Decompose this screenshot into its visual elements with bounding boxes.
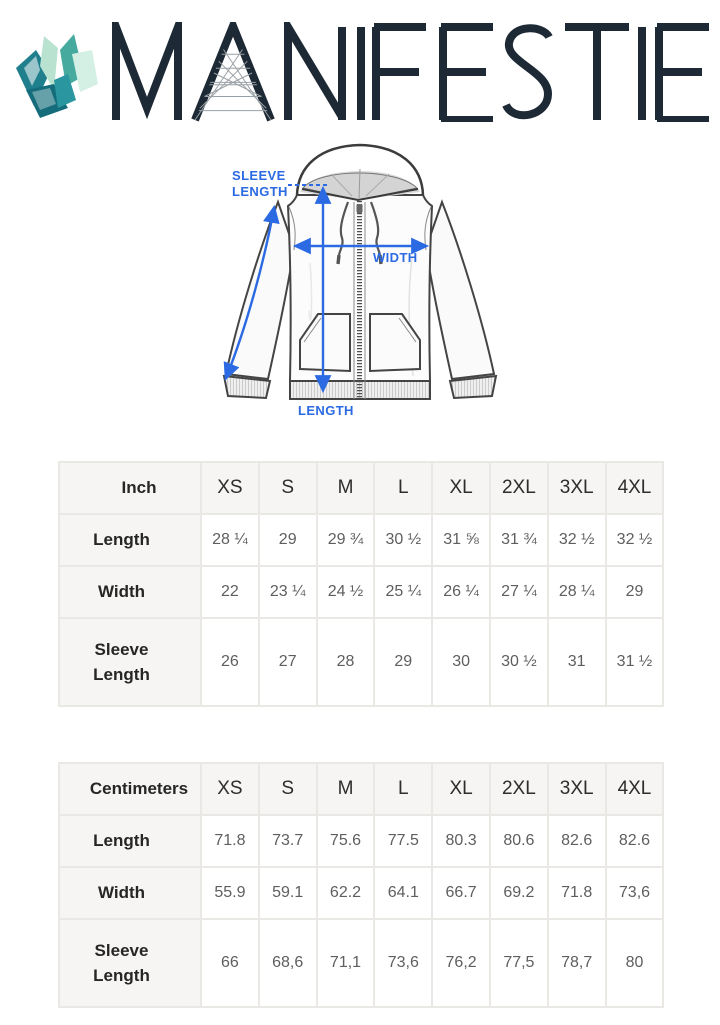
value-cell: 29 ¾ [317,514,375,566]
value-cell: 29 [606,566,664,618]
row-label: Width [59,867,201,919]
value-cell: 78,7 [548,919,606,1007]
value-cell: 66.7 [432,867,490,919]
size-header-cell: XS [201,763,259,815]
value-cell: 77,5 [490,919,548,1007]
size-header-cell: M [317,462,375,514]
value-cell: 30 ½ [490,618,548,706]
left-cuff [224,376,270,398]
unit-header: Inch [59,462,201,514]
size-header-cell: 2XL [490,763,548,815]
table-row [59,867,663,919]
row-label: Sleeve Length [59,919,201,1007]
size-header-cell: 3XL [548,763,606,815]
value-cell: 31 ½ [606,618,664,706]
right-cuff [450,376,496,398]
sleeve-length-label-line1: SLEEVE [232,168,286,183]
size-header-cell: S [259,462,317,514]
value-cell: 28 [317,618,375,706]
size-header-cell: S [259,763,317,815]
value-cell: 64.1 [374,867,432,919]
size-header-cell: 3XL [548,462,606,514]
row-label: Length [59,815,201,867]
value-cell: 23 ¼ [259,566,317,618]
value-cell: 24 ½ [317,566,375,618]
size-header-cell: XL [432,462,490,514]
value-cell: 82.6 [548,815,606,867]
value-cell: 77.5 [374,815,432,867]
value-cell: 69.2 [490,867,548,919]
value-cell: 31 ¾ [490,514,548,566]
zipper-pull [357,204,363,213]
value-cell: 26 ¼ [432,566,490,618]
table-row [59,618,663,706]
value-cell: 62.2 [317,867,375,919]
value-cell: 73.7 [259,815,317,867]
value-cell: 28 ¼ [201,514,259,566]
size-header-cell: M [317,763,375,815]
value-cell: 30 ½ [374,514,432,566]
size-header-cell: XS [201,462,259,514]
row-label: Sleeve Length [59,618,201,706]
value-cell: 29 [259,514,317,566]
value-cell: 76,2 [432,919,490,1007]
value-cell: 28 ¼ [548,566,606,618]
size-header-cell: 4XL [606,763,664,815]
size-header-cell: XL [432,763,490,815]
value-cell: 27 [259,618,317,706]
sleeve-length-label-line2: LENGTH [232,184,288,199]
unit-header: Centimeters [59,763,201,815]
value-cell: 75.6 [317,815,375,867]
table-row [59,566,663,618]
size-header-cell: L [374,462,432,514]
value-cell: 71.8 [548,867,606,919]
value-cell: 32 ½ [606,514,664,566]
row-label: Width [59,566,201,618]
value-cell: 30 [432,618,490,706]
value-cell: 80.3 [432,815,490,867]
brand-wordmark [112,22,712,122]
value-cell: 82.6 [606,815,664,867]
length-label: LENGTH [298,403,354,418]
size-header-cell: 4XL [606,462,664,514]
table-header-row [59,462,663,514]
value-cell: 80.6 [490,815,548,867]
row-label: Length [59,514,201,566]
value-cell: 55.9 [201,867,259,919]
size-header-cell: L [374,763,432,815]
value-cell: 22 [201,566,259,618]
table-row [59,919,663,1007]
value-cell: 32 ½ [548,514,606,566]
table-header-row [59,763,663,815]
table-row [59,815,663,867]
value-cell: 59.1 [259,867,317,919]
width-label: WIDTH [373,250,418,265]
value-cell: 68,6 [259,919,317,1007]
value-cell: 71.8 [201,815,259,867]
value-cell: 80 [606,919,664,1007]
value-cell: 27 ¼ [490,566,548,618]
value-cell: 73,6 [606,867,664,919]
hoodie-measurement-diagram [190,138,530,438]
cm-size-table [58,762,664,1008]
value-cell: 31 ⅝ [432,514,490,566]
inch-size-table [58,461,664,707]
table-row [59,514,663,566]
value-cell: 66 [201,919,259,1007]
value-cell: 31 [548,618,606,706]
size-header-cell: 2XL [490,462,548,514]
value-cell: 26 [201,618,259,706]
crystal-cluster-icon [10,20,110,124]
value-cell: 71,1 [317,919,375,1007]
hoodie-hood [297,145,423,200]
value-cell: 25 ¼ [374,566,432,618]
value-cell: 29 [374,618,432,706]
value-cell: 73,6 [374,919,432,1007]
